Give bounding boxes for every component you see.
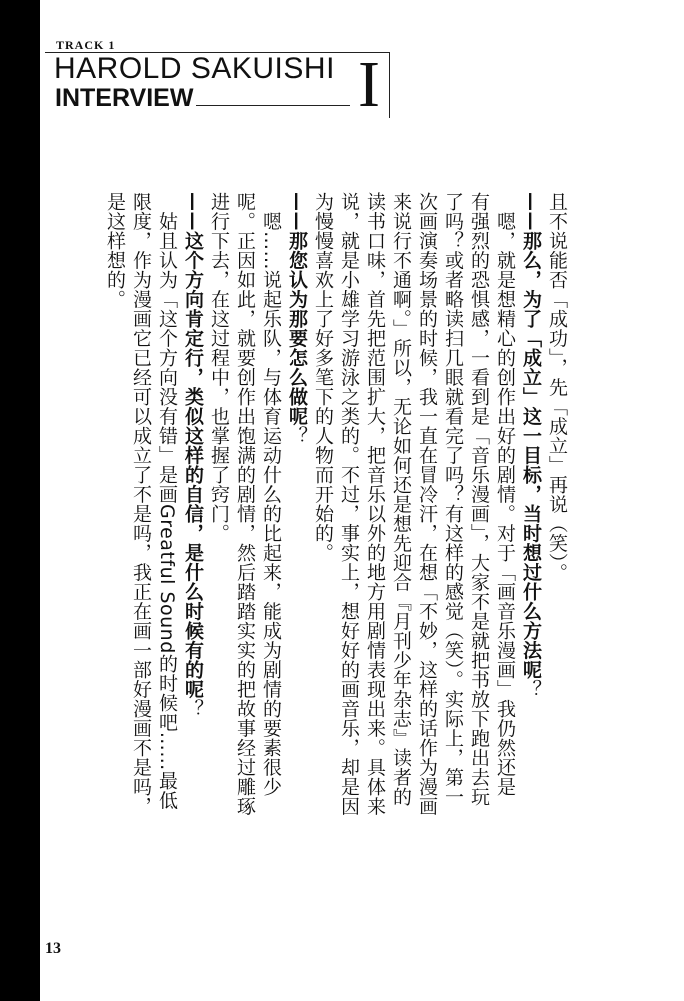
- question-column: ——那么，为了「成立」这一目标，当时想过什么方法呢？: [520, 192, 542, 699]
- text-column: 嗯，就是想精心的创作出好的剧情。对于「画音乐漫画」我仍然还是: [494, 192, 516, 797]
- question-column: ——那您认为那要怎么做呢？: [286, 192, 308, 446]
- text-column: 了吗？或者略读扫几眼就看完了吗？有这样的感觉（笑）。实际上，第一: [442, 192, 464, 807]
- title-rule: [196, 105, 350, 106]
- text-column: 是这样想的。: [104, 192, 126, 309]
- text-column: 嗯……说起乐队，与体育运动什么的比起来，能成为剧情的要素很少: [260, 192, 282, 797]
- page-number: 13: [45, 940, 61, 957]
- text-column: 进行下去，在这过程中，也掌握了窍门。: [208, 192, 230, 543]
- interview-body: [104, 192, 570, 892]
- text-column: 次画演奏场景的时候，我一直在冒冷汗，在想「不妙，这样的话作为漫画: [416, 192, 438, 816]
- text-column: 姑且认为「这个方向没有错」是画Greatful Sound的时候吧……最低: [156, 192, 178, 810]
- text-column: 限度，作为漫画它已经可以成立了不是吗，我正在画一部好漫画不是吗，: [130, 192, 152, 816]
- question-column: ——这个方向肯定行，类似这样的自信，是什么时候有的呢？: [182, 192, 204, 719]
- text-column: 且不说能否「成功」，先「成立」再说（笑）。: [546, 192, 568, 583]
- title-line-2: INTERVIEW: [55, 84, 194, 112]
- left-black-bar: [0, 0, 40, 1001]
- title-line-1: HAROLD SAKUISHI: [54, 52, 335, 85]
- chapter-numeral: I: [358, 48, 380, 121]
- text-column: 有强烈的恐惧感，一看到是「音乐漫画」，大家不是就把书放下跑出去玩: [468, 192, 490, 807]
- text-column: 读书口味，首先把范围扩大，把音乐以外的地方用剧情表现出来。具体来: [364, 192, 386, 816]
- track-label: TRACK 1: [56, 38, 116, 52]
- text-column: 来说行不通啊。」所以，无论如何还是想先迎合『月刊少年杂志』读者的: [390, 192, 412, 807]
- text-column: 说，就是小雄学习游泳之类的。不过，事实上，想好好的画音乐，却是因: [338, 192, 360, 816]
- text-column: 为慢慢喜欢上了好多笔下的人物而开始的。: [312, 192, 334, 563]
- text-column: 呢。正因如此，就要创作出饱满的剧情，然后踏踏实实的把故事经过雕琢: [234, 192, 256, 816]
